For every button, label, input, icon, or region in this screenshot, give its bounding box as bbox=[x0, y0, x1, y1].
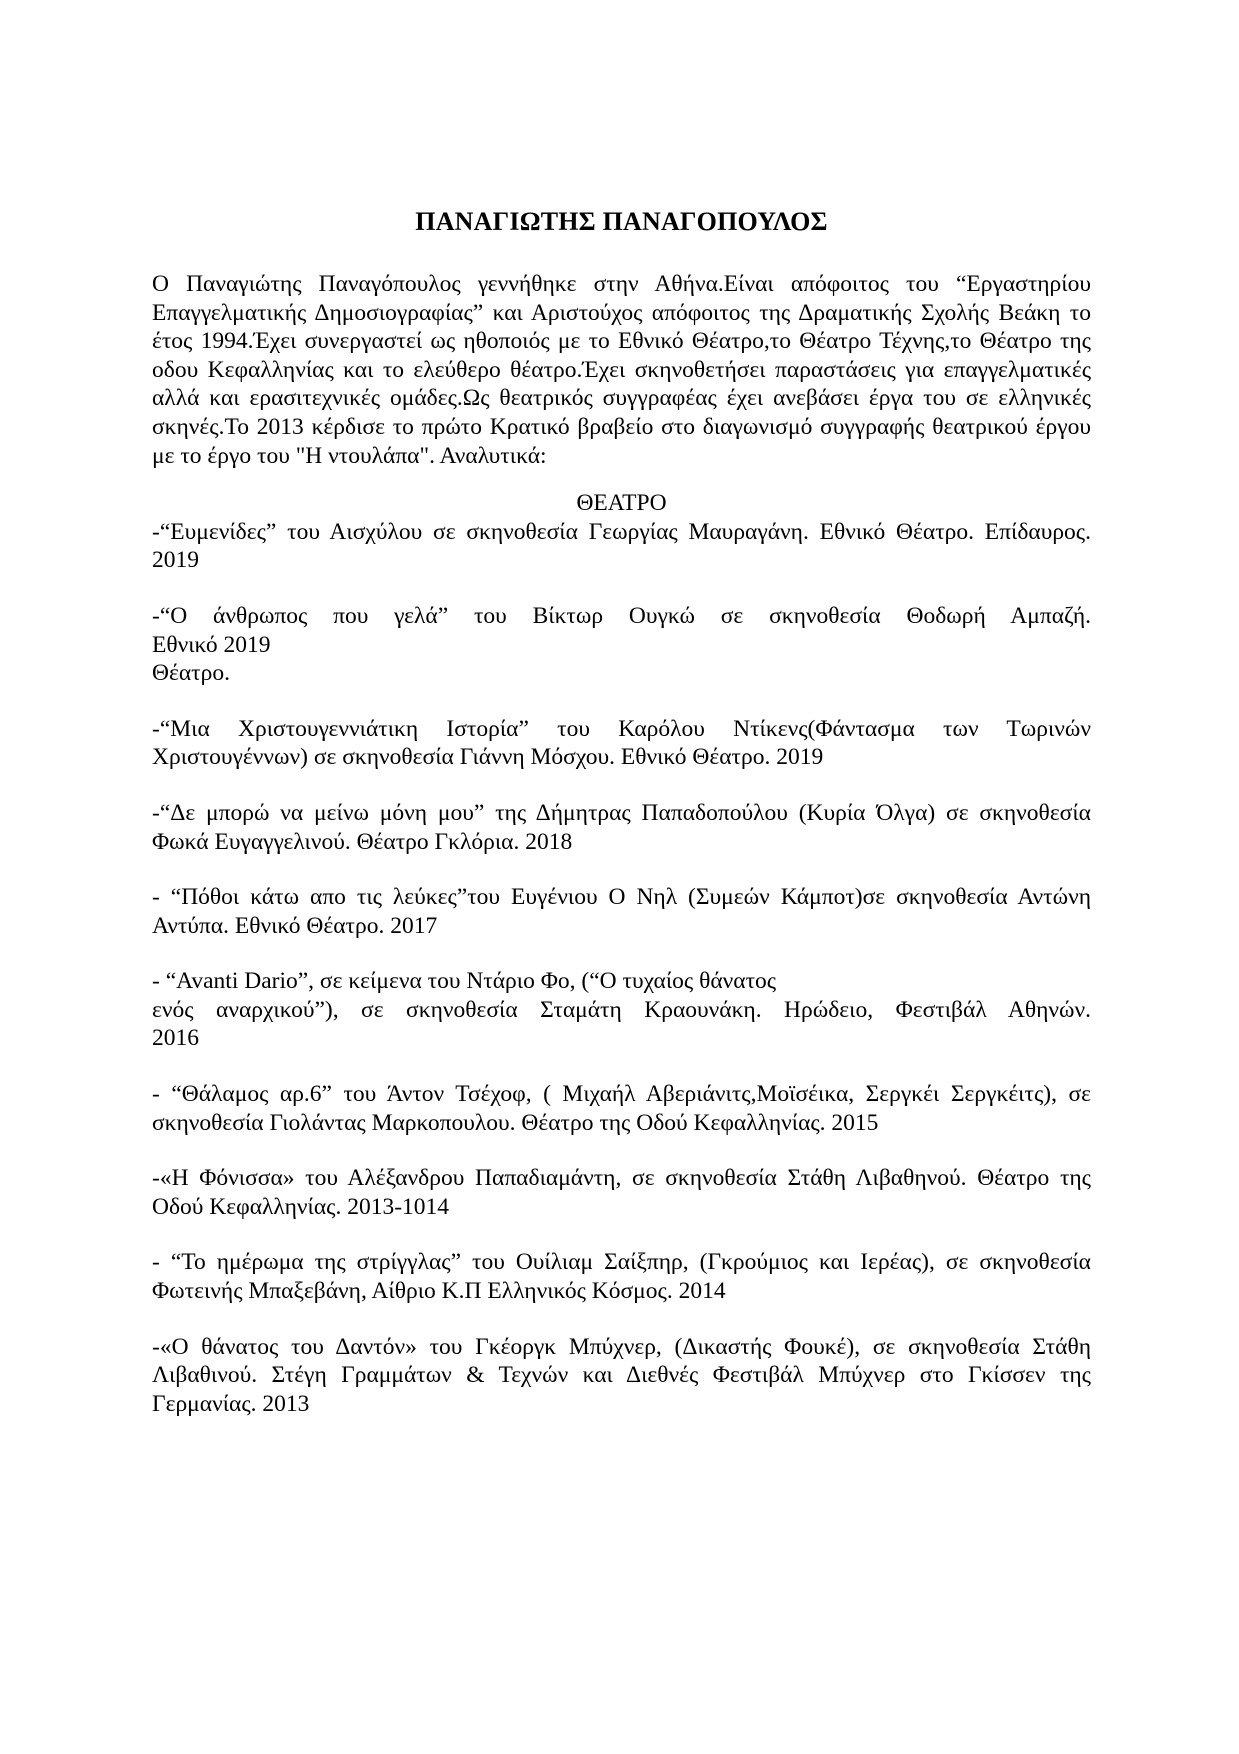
theatre-entry: -“Μια Χριστουγεννιάτικη Ιστορία” του Καρόλου Ντίκενς(Φάντασμα των Τωρινών Χριστουγέννων) σε σκηνοθεσία Γιάννη Μόσχου. Εθνικό Θέατρο. 2019 bbox=[152, 715, 1091, 771]
document-title: ΠΑΝΑΓΙΩΤΗΣ ΠΑΝΑΓΟΠΟΥΛΟΣ bbox=[415, 207, 828, 236]
theatre-entry: -«Η Φόνισσα» του Αλέξανδρου Παπαδιαμάντη, σε σκηνοθεσία Στάθη Λιβαθηνού. Θέατρο της Οδού Κεφαλληνίας. 2013-1014 bbox=[152, 1165, 1091, 1220]
entry-line: 2016 bbox=[152, 1025, 199, 1052]
entry-line: ενός αναρχικού”), σε σκηνοθεσία Σταμάτη Κραουνάκη. Ηρώδειο, Φεστιβάλ Αθηνών. bbox=[152, 996, 1091, 1023]
entry-line: Θέατρο. bbox=[152, 660, 230, 687]
theatre-entry: -«Ο θάνατος του Δαντόν» του Γκέοργκ Μπύχνερ, (Δικαστής Φουκέ), σε σκηνοθεσία Στάθη Λιβαθινού. Στέγη Γραμμάτων & Τεχνών και Διεθνές Φεστιβάλ Μπύχνερ στο Γκίσσεν της Γερμανίας. 2013 bbox=[152, 1333, 1091, 1417]
theatre-entry: - “Το ημέρωμα της στρίγγλας” του Ουίλιαμ Σαίξπηρ, (Γκρούμιος και Ιερέας), σε σκηνοθεσία Φωτεινής Μπαξεβάνη, Αίθριο Κ.Π Ελληνικός Κόσμος. 2014 bbox=[152, 1249, 1091, 1305]
bio-paragraph: Ο Παναγιώτης Παναγόπουλος γεννήθηκε στην Αθήνα.Είναι απόφοιτος του “Εργαστηρίου Επαγγελματικής Δημοσιογραφίας” και Αριστούχος απόφοιτος της Δραματικής Σχολής Βεάκη το έτος 1994.Έχει συνεργαστεί ως ηθοποιός με το Εθνικό Θέατρο,το Θέατρο Τέχνης,το Θέατρο της οδου Κεφαλληνίας και το ελεύθερο θέατρο.Έχει σκηνοθετήσει παραστάσεις για επαγγελματικές αλλά και ερασιτεχνικές ομάδες.Ως θεατρικός συγγραφέας έχει ανεβάσει έργα του σε ελληνικές σκηνές.Το 2013 κέρδισε το πρώτο Κρατικό βραβείο στο διαγωνισμό συγγραφής θεατρικού έργου με το έργο του "Η ντουλάπα". Αναλυτικά: bbox=[152, 271, 1091, 469]
theatre-entry bbox=[152, 602, 1091, 688]
theatre-entry: -“Ευμενίδες” του Αισχύλου σε σκηνοθεσία Γεωργίας Μαυραγάνη. Εθνικό Θέατρο. Επίδαυρος. 2019 bbox=[152, 518, 1091, 574]
theatre-entry: - “Πόθοι κάτω απο τις λεύκες”του Ευγένιου Ο Νηλ (Συμεών Κάμποτ)σε σκηνοθεσία Αντώνη Αντύπα. Εθνικό Θέατρο. 2017 bbox=[152, 884, 1091, 939]
entry-line: - “Avanti Dario”, σε κείμενα του Ντάριο Φο, (“Ο τυχαίος θάνατος bbox=[152, 968, 777, 995]
document-page bbox=[152, 206, 1091, 1445]
section-heading-theatre: ΘΕΑΤΡΟ bbox=[576, 490, 667, 517]
theatre-entry bbox=[152, 967, 1091, 1053]
entry-line: -“Ο άνθρωπος που γελά” του Βίκτωρ Ουγκώ σε σκηνοθεσία Θοδωρή Αμπαζή. bbox=[152, 602, 1091, 629]
theatre-entry: -“Δε μπορώ να μείνω μόνη μου” της Δήμητρας Παπαδοπούλου (Κυρία Όλγα) σε σκηνοθεσία Φωκά Ευγαγγελινού. Θέατρο Γκλόρια. 2018 bbox=[152, 799, 1091, 855]
theatre-entry: - “Θάλαμος αρ.6” του Άντον Τσέχοφ, ( Μιχαήλ Αβεριάνιτς,Μοϊσέικα, Σεργκέι Σεργκέιτς), σε σκηνοθεσία Γιολάντας Μαρκοπουλου. Θέατρο της Οδού Κεφαλληνίας. 2015 bbox=[152, 1081, 1091, 1136]
theatre-entries bbox=[152, 518, 1091, 1419]
entry-line: Εθνικό 2019 bbox=[152, 631, 271, 658]
